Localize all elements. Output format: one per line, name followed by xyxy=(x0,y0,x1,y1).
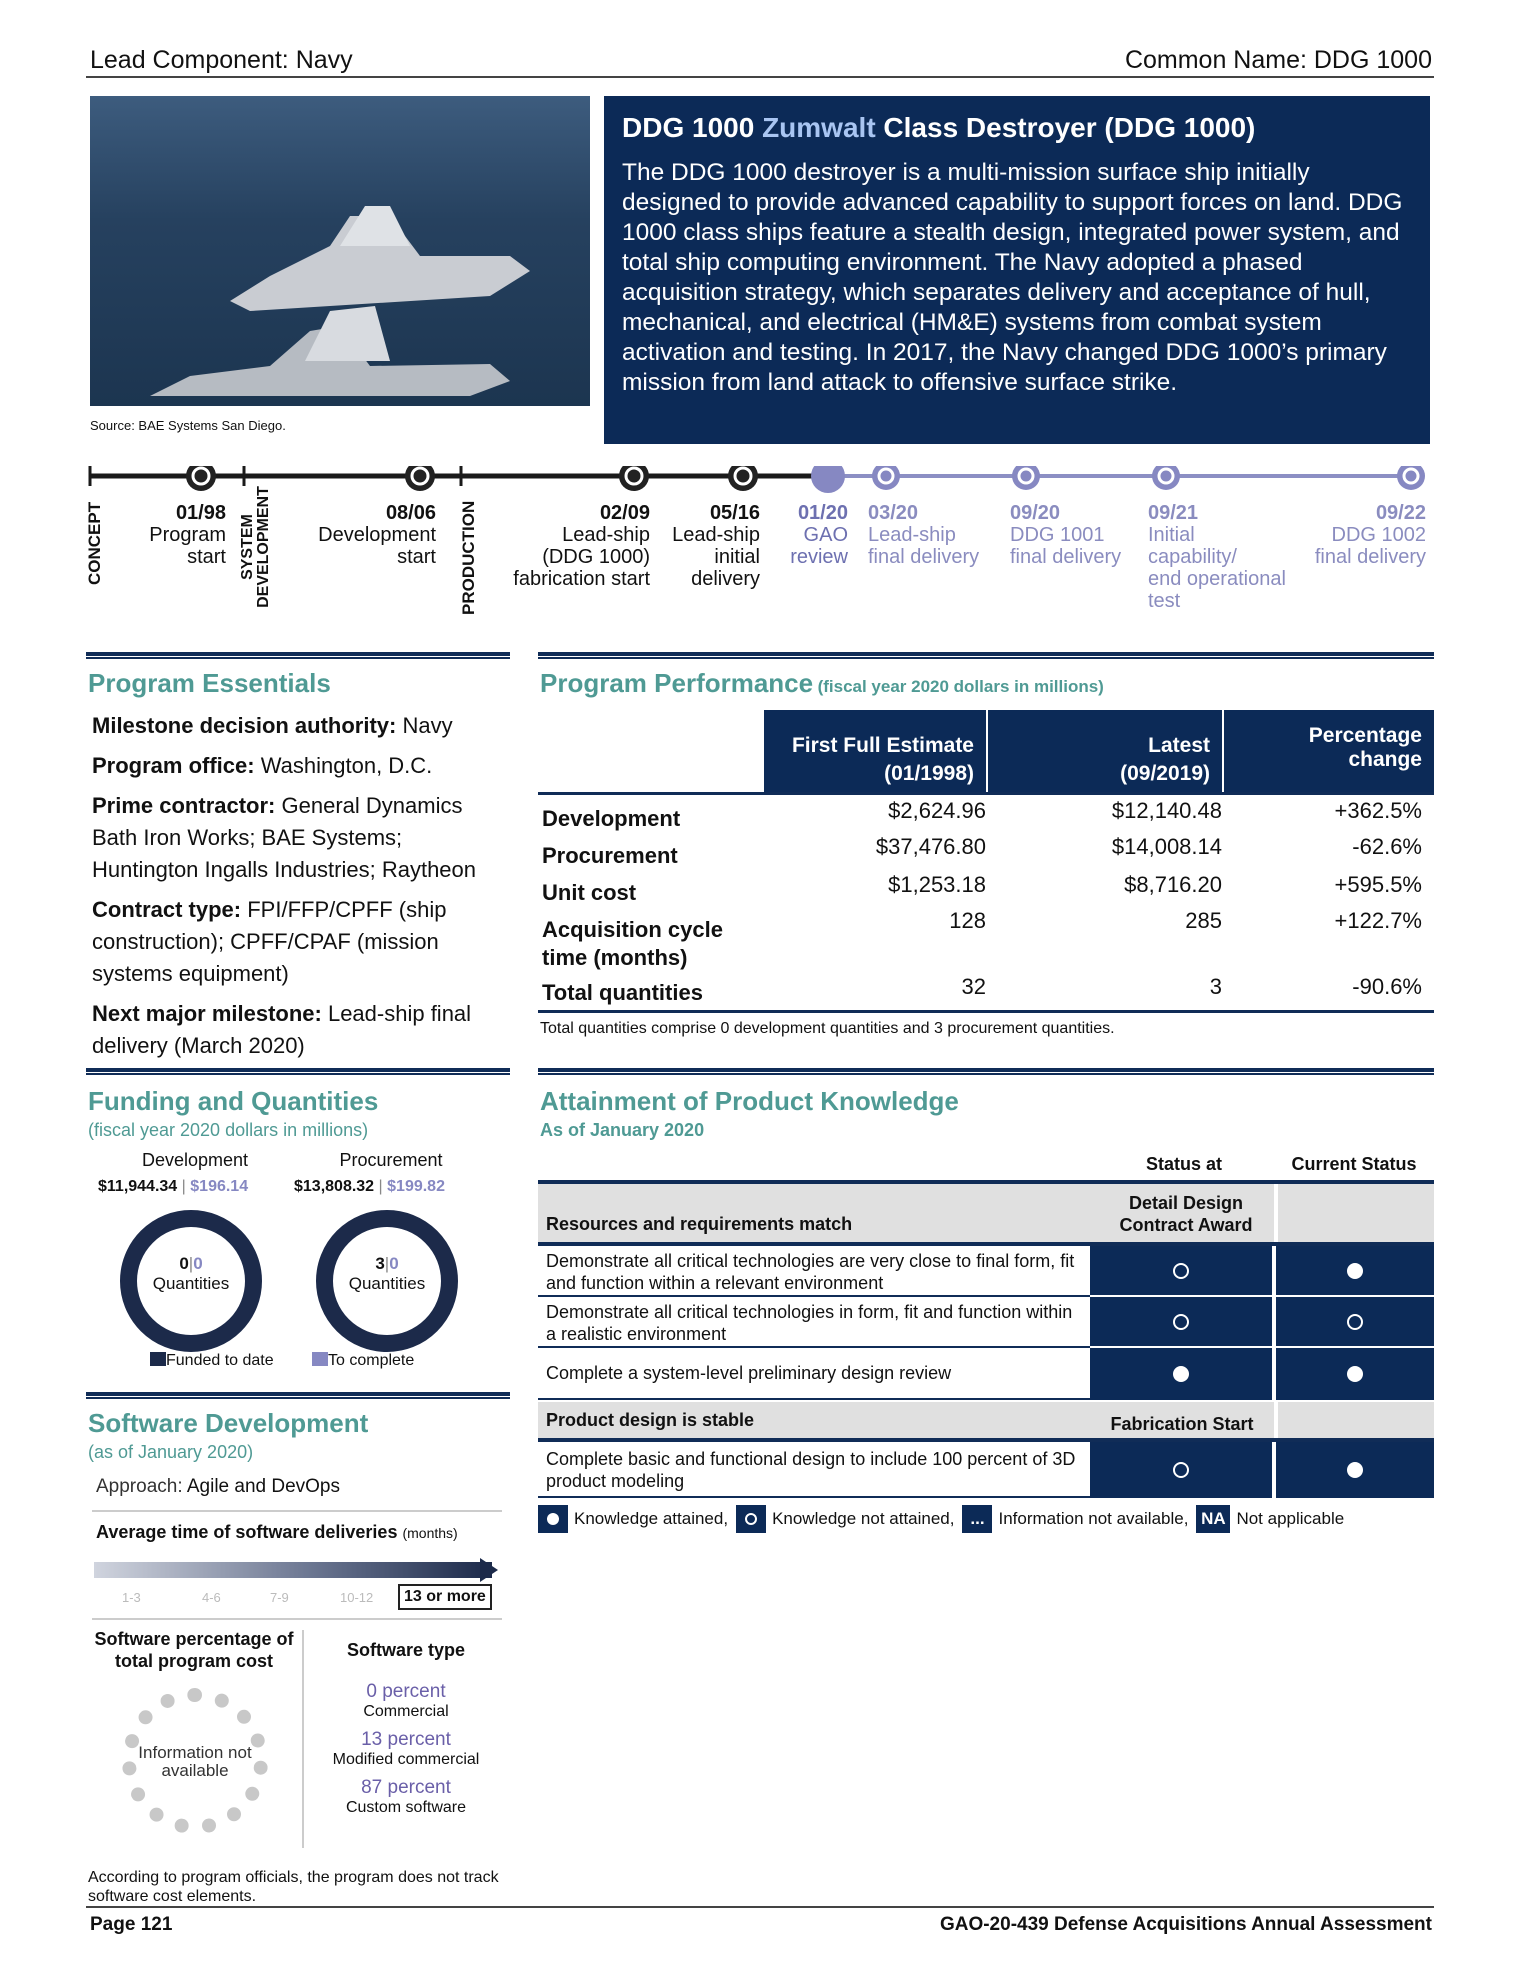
knowledge-col-current: Current Status xyxy=(1291,1154,1417,1174)
row-change: -90.6% xyxy=(1352,974,1422,999)
essentials-title: Program Essentials xyxy=(88,668,331,698)
timeline-event: 02/09 Lead-ship (DDG 1000) fabrication start xyxy=(513,502,650,590)
performance-note: Total quantities comprise 0 development quantities and 3 procurement quantities. xyxy=(540,1020,1115,1037)
software-divider xyxy=(92,1618,502,1620)
ship-illustration xyxy=(90,96,590,406)
photo-source: Source: BAE Systems San Diego. xyxy=(90,418,286,433)
type-pct: 0 percent xyxy=(366,1681,446,1702)
footer-rule xyxy=(86,1906,1434,1908)
timeline-event: 09/21 Initial capability/ end operational test xyxy=(1148,502,1286,612)
phase-production: PRODUCTION xyxy=(459,500,478,615)
performance-rule xyxy=(538,652,1434,659)
knowledge-section2 xyxy=(538,1402,1434,1442)
type-label: Modified commercial xyxy=(332,1751,480,1768)
performance-header xyxy=(764,710,1434,792)
ship-photo xyxy=(90,96,590,406)
row-label: Development xyxy=(542,806,681,831)
performance-title-wrap xyxy=(540,668,1104,699)
software-pct-na: Information not available xyxy=(138,1743,252,1780)
col-percent-change: Percentage change xyxy=(1308,724,1422,771)
essentials-rule xyxy=(86,652,510,659)
knowledge-col-status: Status at xyxy=(1145,1154,1223,1174)
row-first: $1,253.18 xyxy=(888,872,986,897)
knowledge-rule xyxy=(538,1068,1434,1075)
row-change: -62.6% xyxy=(1352,834,1422,859)
proc-quantities: 3|0 Quantities xyxy=(348,1254,426,1293)
proc-amounts: $13,808.32 | $199.82 xyxy=(294,1178,445,1195)
section1-label: Resources and requirements match xyxy=(546,1214,853,1234)
software-divider xyxy=(92,1510,502,1512)
legend-info-na: Information not available, xyxy=(998,1509,1189,1528)
scale-label: 1-3 xyxy=(122,1590,141,1605)
row-latest: 285 xyxy=(1185,908,1222,933)
timeline-event: 05/16 Lead-ship initial delivery xyxy=(672,502,760,590)
delivery-scale-bar xyxy=(94,1562,492,1578)
dev-quantities: 0|0 Quantities xyxy=(152,1254,230,1293)
delivery-scale-labels xyxy=(94,1584,492,1612)
timeline-event: 01/98 Program start xyxy=(149,502,226,568)
intro-box xyxy=(604,96,1430,444)
intro-title-post: Class Destroyer (DDG 1000) xyxy=(875,112,1256,143)
header-rule xyxy=(86,76,1434,78)
current-open xyxy=(1276,1297,1434,1348)
row-latest: $14,008.14 xyxy=(1111,834,1222,859)
avg-delivery-title: Average time of software deliveries (months) xyxy=(96,1522,458,1542)
knowledge-rows2 xyxy=(538,1442,1434,1498)
essentials-list xyxy=(92,710,512,1070)
row-label: Total quantities xyxy=(542,980,703,1005)
row-change: +122.7% xyxy=(1334,908,1422,933)
essentials-item: Contract type: FPI/FFP/CPFF (ship construction); CPFF/CPAF (mission systems equipment) xyxy=(92,897,447,986)
section2-status: Fabrication Start xyxy=(1110,1414,1254,1434)
proc-label: Procurement xyxy=(339,1150,443,1170)
row-first: $37,476.80 xyxy=(875,834,986,859)
timeline-event-gao-review: 01/20 GAO review xyxy=(790,502,848,568)
section2-label: Product design is stable xyxy=(546,1410,755,1430)
software-note: According to program officials, the program does not track software cost elements. xyxy=(88,1869,499,1905)
performance-title: Program Performance xyxy=(540,668,814,698)
funding-rule xyxy=(86,1068,510,1075)
current-filled xyxy=(1276,1348,1434,1400)
legend-attained-icon xyxy=(538,1505,568,1533)
status-filled xyxy=(1090,1348,1272,1400)
scale-label: 4-6 xyxy=(202,1590,221,1605)
software-approach: Approach: Agile and DevOps xyxy=(96,1476,340,1497)
performance-subtitle: (fiscal year 2020 dollars in millions) xyxy=(817,677,1104,696)
knowledge-title: Attainment of Product Knowledge xyxy=(540,1086,959,1116)
intro-title xyxy=(622,112,1412,144)
legend-attained: Knowledge attained, xyxy=(574,1509,729,1528)
type-pct: 13 percent xyxy=(361,1729,451,1750)
scale-arrow-icon xyxy=(480,1558,500,1582)
row-label: Procurement xyxy=(542,843,678,868)
performance-header-rule xyxy=(538,792,1434,795)
software-type-title: Software type xyxy=(346,1640,466,1660)
row-change: +595.5% xyxy=(1334,872,1422,897)
timeline-event: 09/22 DDG 1002 final delivery xyxy=(1314,502,1426,568)
section1-sep xyxy=(1274,1184,1278,1242)
page-number: Page 121 xyxy=(90,1914,173,1935)
intro-body: The DDG 1000 destroyer is a multi-mission surface ship initially designed to provide advanced capability to support forces on land. DDG 1000 class ships feature a stealth design, integrated power system, and total ship computing environment. The Navy adopted a phased acquisition strategy, which separates delivery and acceptance of hull, mechanical, and electrical (HM&E) systems from combat system activation and testing. In 2017, the Navy changed DDG 1000’s primary mission from land attack to offensive surface strike. xyxy=(622,159,1403,396)
timeline-line xyxy=(86,466,1434,506)
knowledge-legend xyxy=(538,1504,1344,1534)
knowledge-row-text: Complete a system-level preliminary design review xyxy=(538,1348,1090,1400)
knowledge-rows1 xyxy=(538,1246,1434,1400)
software-vdivider xyxy=(302,1630,304,1848)
knowledge-row-text: Complete basic and functional design to include 100 percent of 3D product modeling xyxy=(538,1442,1090,1498)
legend-na: Not applicable xyxy=(1236,1509,1345,1528)
dev-amounts: $11,944.34 | $196.14 xyxy=(98,1178,249,1195)
performance-rows xyxy=(538,796,1434,1008)
scale-label: 10-12 xyxy=(340,1590,374,1605)
dev-label: Development xyxy=(141,1150,249,1170)
software-type-list xyxy=(312,1682,500,1818)
row-change: +362.5% xyxy=(1334,798,1422,823)
performance-bottom-rule xyxy=(538,1010,1434,1013)
software-rule xyxy=(86,1392,510,1399)
legend-funded: Funded to date xyxy=(150,1352,274,1370)
lead-component: Lead Component: Navy xyxy=(90,46,353,74)
row-label: Unit cost xyxy=(542,880,637,905)
timeline xyxy=(86,466,1434,646)
section2-sep xyxy=(1274,1402,1278,1438)
knowledge-section1 xyxy=(538,1180,1434,1246)
status-open xyxy=(1090,1246,1272,1297)
current-filled xyxy=(1276,1442,1434,1498)
status-open xyxy=(1090,1442,1272,1498)
common-name: Common Name: DDG 1000 xyxy=(1124,46,1432,74)
report-name: GAO-20-439 Defense Acquisitions Annual Assessment xyxy=(939,1914,1432,1935)
legend-not-attained: Knowledge not attained, xyxy=(772,1509,955,1528)
row-latest: 3 xyxy=(1209,974,1222,999)
scale-selected: 13 or more xyxy=(398,1584,492,1610)
essentials-item: Next major milestone: Lead-ship final delivery (March 2020) xyxy=(92,1001,472,1058)
funding-subtitle: (fiscal year 2020 dollars in millions) xyxy=(88,1120,369,1140)
row-first: $2,624.96 xyxy=(888,798,986,823)
funding-title: Funding and Quantities xyxy=(88,1086,379,1116)
col-latest: Latest (09/2019) xyxy=(990,710,1224,792)
intro-title-highlight: Zumwalt xyxy=(762,112,876,143)
legend-na-icon: NA xyxy=(1196,1505,1230,1533)
timeline-event: 03/20 Lead-ship final delivery xyxy=(868,502,980,568)
legend-complete: To complete xyxy=(312,1352,414,1370)
row-first: 128 xyxy=(949,908,986,933)
timeline-event: 08/06 Development start xyxy=(318,502,436,568)
type-label: Commercial xyxy=(363,1703,449,1720)
row-latest: $8,716.20 xyxy=(1124,872,1222,897)
knowledge-subtitle: As of January 2020 xyxy=(540,1120,705,1140)
intro-title-pre: DDG 1000 xyxy=(622,112,763,143)
knowledge-row-text: Demonstrate all critical technologies in form, fit and function within a realistic environment xyxy=(538,1297,1090,1348)
row-first: 32 xyxy=(961,974,986,999)
essentials-item: Prime contractor: General Dynamics Bath Iron Works; BAE Systems; Huntington Ingalls Industries; Raytheon xyxy=(92,793,477,882)
software-subtitle: (as of January 2020) xyxy=(88,1442,254,1462)
status-open xyxy=(1090,1297,1272,1348)
row-latest: $12,140.48 xyxy=(1111,798,1222,823)
phase-concept: CONCEPT xyxy=(85,501,104,585)
row-label: Acquisition cycle time (months) xyxy=(542,917,723,970)
type-pct: 87 percent xyxy=(361,1777,451,1798)
legend-info-na-icon: ... xyxy=(962,1505,992,1533)
essentials-item: Milestone decision authority: Navy xyxy=(92,713,453,738)
type-label: Custom software xyxy=(345,1799,467,1816)
software-title: Software Development xyxy=(88,1408,369,1438)
current-filled xyxy=(1276,1246,1434,1297)
legend-not-attained-icon xyxy=(736,1505,766,1533)
knowledge-row-text: Demonstrate all critical technologies are very close to final form, fit and function within a relevant environment xyxy=(538,1246,1090,1297)
scale-label: 7-9 xyxy=(270,1590,289,1605)
section1-status: Detail Design Contract Award xyxy=(1119,1193,1253,1235)
software-pct-title: Software percentage of total program cost xyxy=(94,1629,294,1671)
essentials-item: Program office: Washington, D.C. xyxy=(92,753,433,778)
phase-system-development: SYSTEM DEVELOPMENT xyxy=(239,486,272,608)
col-first-estimate: First Full Estimate (01/1998) xyxy=(764,710,988,792)
timeline-event: 09/20 DDG 1001 final delivery xyxy=(1010,502,1122,568)
